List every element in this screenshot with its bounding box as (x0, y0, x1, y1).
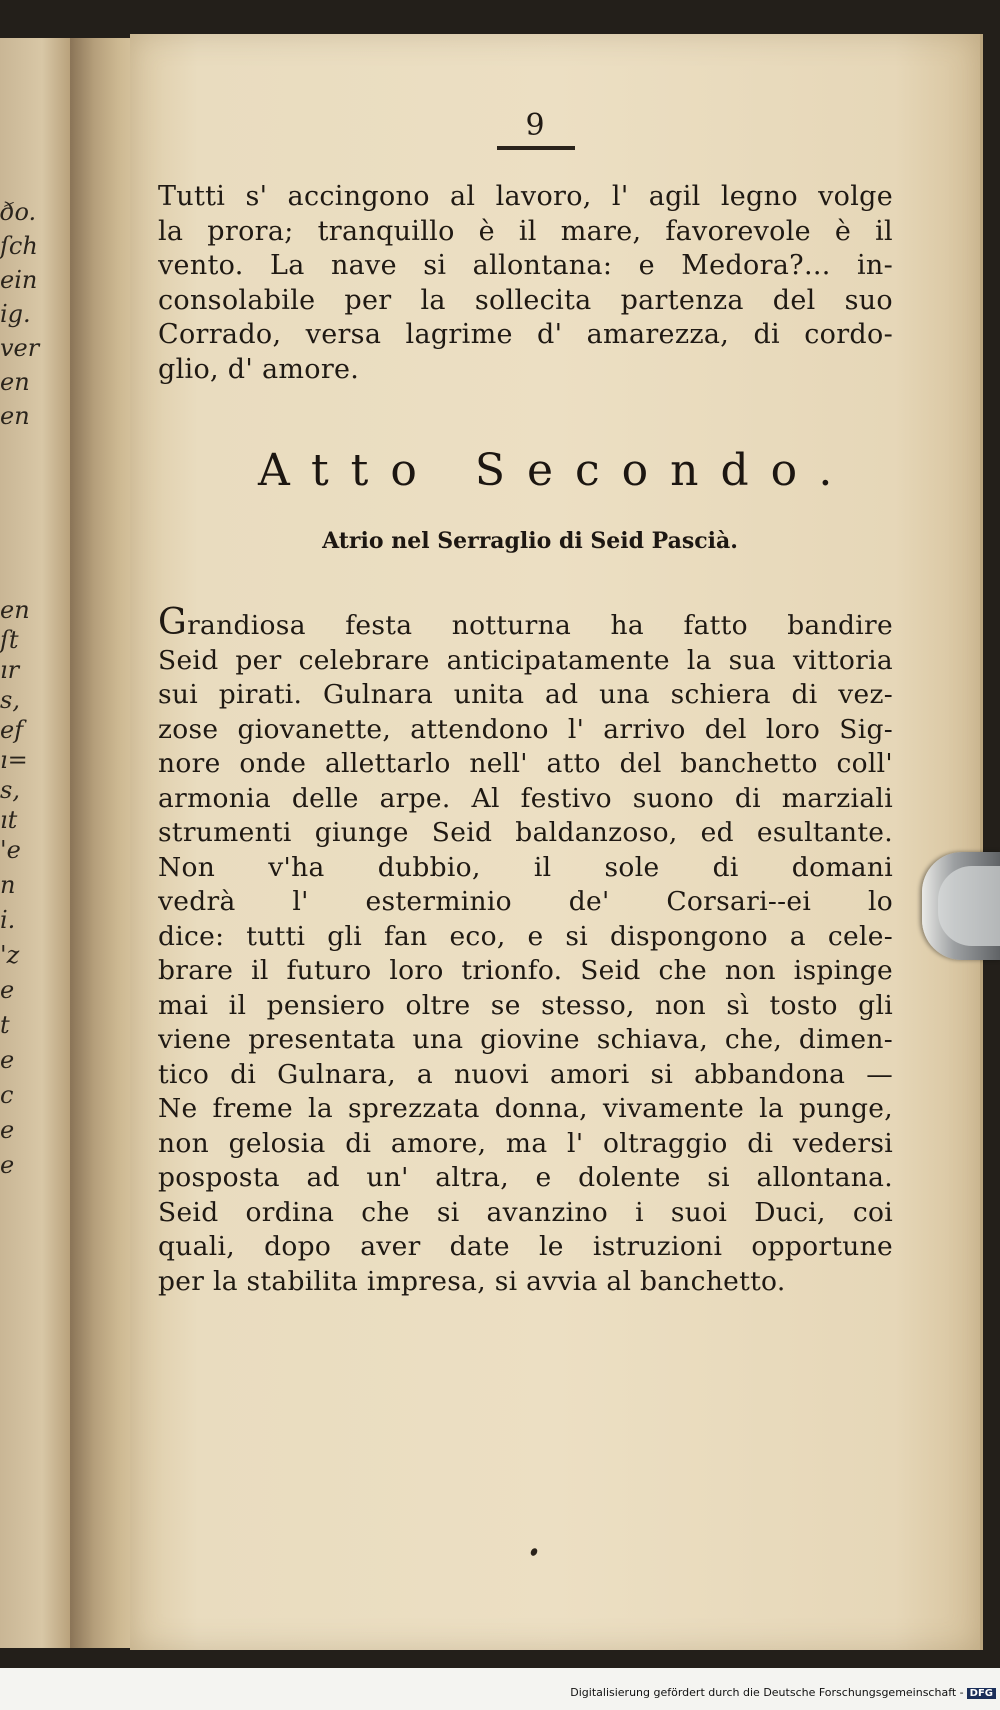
previous-page-fragment: i. (0, 906, 16, 934)
text-line: tico di Gulnara, a nuovi amori si abbandona — (158, 1058, 893, 1090)
text-line: consolabile per la sollecita partenza del suo (158, 284, 893, 316)
previous-page-fragment: ig. (0, 300, 31, 328)
bookmark-clip-highlight (938, 866, 1000, 946)
previous-page-text-fragments (0, 38, 70, 1648)
previous-page-fragment: e (0, 976, 15, 1004)
previous-page-fragment: e (0, 1046, 15, 1074)
text-line: Ne freme la sprezzata donna, vivamente la punge, (158, 1093, 893, 1124)
page-number: 9 (525, 108, 545, 143)
dfg-logo: DFG (967, 1688, 996, 1699)
text-line: viene presentata una giovine schiava, che, dimen- (158, 1024, 893, 1055)
text-line: vento. La nave si allontana: e Medora?... in- (158, 250, 893, 281)
previous-page-fragment: n (0, 871, 16, 899)
text-line: Seid per celebrare anticipatamente la sua vittoria (158, 644, 893, 676)
previous-page-fragment: ſt (0, 626, 19, 654)
text-line: posposta ad un' altra, e dolente si allontana. (158, 1162, 893, 1193)
text-line: armonia delle arpe. Al festivo suono di marziali (158, 782, 893, 814)
previous-page-fragment: ı= (0, 746, 28, 774)
text-line: mai il pensiero oltre se stesso, non sì tosto gli (158, 989, 893, 1021)
text-line: glio, d' amore. (158, 353, 360, 385)
previous-page-fragment: ef (0, 716, 24, 744)
scene-heading: Atrio nel Serraglio di Seid Pascià. (322, 528, 738, 554)
previous-page-fragment: ır (0, 656, 20, 684)
digitization-footer (0, 1686, 996, 1699)
previous-page-fragment: 'z (0, 941, 20, 969)
text-line: per la stabilita impresa, si avvia al banchetto. (158, 1265, 786, 1297)
footer-text: Digitalisierung gefördert durch die Deutsche Forschungsgemeinschaft - (570, 1686, 964, 1699)
text-line: Corrado, versa lagrime d' amarezza, di cordo- (158, 319, 893, 350)
previous-page-fragment: ſch (0, 232, 38, 260)
page-number-rule (497, 146, 575, 150)
previous-page-fragment: en (0, 368, 30, 396)
text-line: vedrà l' esterminio de' Corsari--ei lo (158, 886, 893, 917)
text-line: sui pirati. Gulnara unita ad una schiera di vez- (158, 679, 893, 710)
act-title: Atto Secondo. (258, 445, 855, 496)
text-line: non gelosia di amore, ma l' oltraggio di vedersi (158, 1127, 893, 1159)
previous-page-fragment: e (0, 1151, 15, 1179)
paragraph-1 (158, 180, 893, 387)
previous-page-fragment: c (0, 1081, 14, 1109)
initial-letter: G (158, 606, 188, 643)
text-line: Grandiosa festa notturna ha fatto bandire (158, 606, 893, 644)
text-line: Tutti s' accingono al lavoro, l' agil legno volge (158, 181, 893, 212)
text-line: nore onde allettarlo nell' atto del banchetto coll' (158, 748, 893, 779)
text-line: strumenti giunge Seid baldanzoso, ed esultante. (158, 817, 893, 848)
previous-page-fragment: s, (0, 686, 20, 714)
previous-page-fragment: en (0, 402, 30, 430)
text-line: zose giovanette, attendono l' arrivo del loro Sig- (158, 713, 893, 745)
previous-page-fragment: 'e (0, 836, 21, 864)
previous-page-fragment: t (0, 1011, 10, 1039)
text-line: la prora; tranquillo è il mare, favorevole è il (158, 215, 893, 247)
previous-page-fragment: ıt (0, 806, 18, 834)
previous-page-fragment: en (0, 596, 30, 624)
previous-page-fragment: ein (0, 266, 38, 294)
previous-page-fragment: e (0, 1116, 15, 1144)
previous-page-fragment: ðo. (0, 198, 37, 226)
previous-page-fragment: s, (0, 776, 20, 804)
previous-page-fragment: ver (0, 334, 40, 362)
text-line: dice: tutti gli fan eco, e si dispongono a cele- (158, 920, 893, 952)
text-line: brare il futuro loro trionfo. Seid che non ispinge (158, 955, 893, 986)
text-line: Non v'ha dubbio, il sole di domani (158, 851, 893, 883)
previous-page-edge (0, 38, 70, 1648)
text-line: quali, dopo aver date le istruzioni opportune (158, 1231, 893, 1262)
text-line: Seid ordina che si avanzino i suoi Duci, coi (158, 1196, 893, 1228)
paragraph-2 (158, 606, 893, 1299)
